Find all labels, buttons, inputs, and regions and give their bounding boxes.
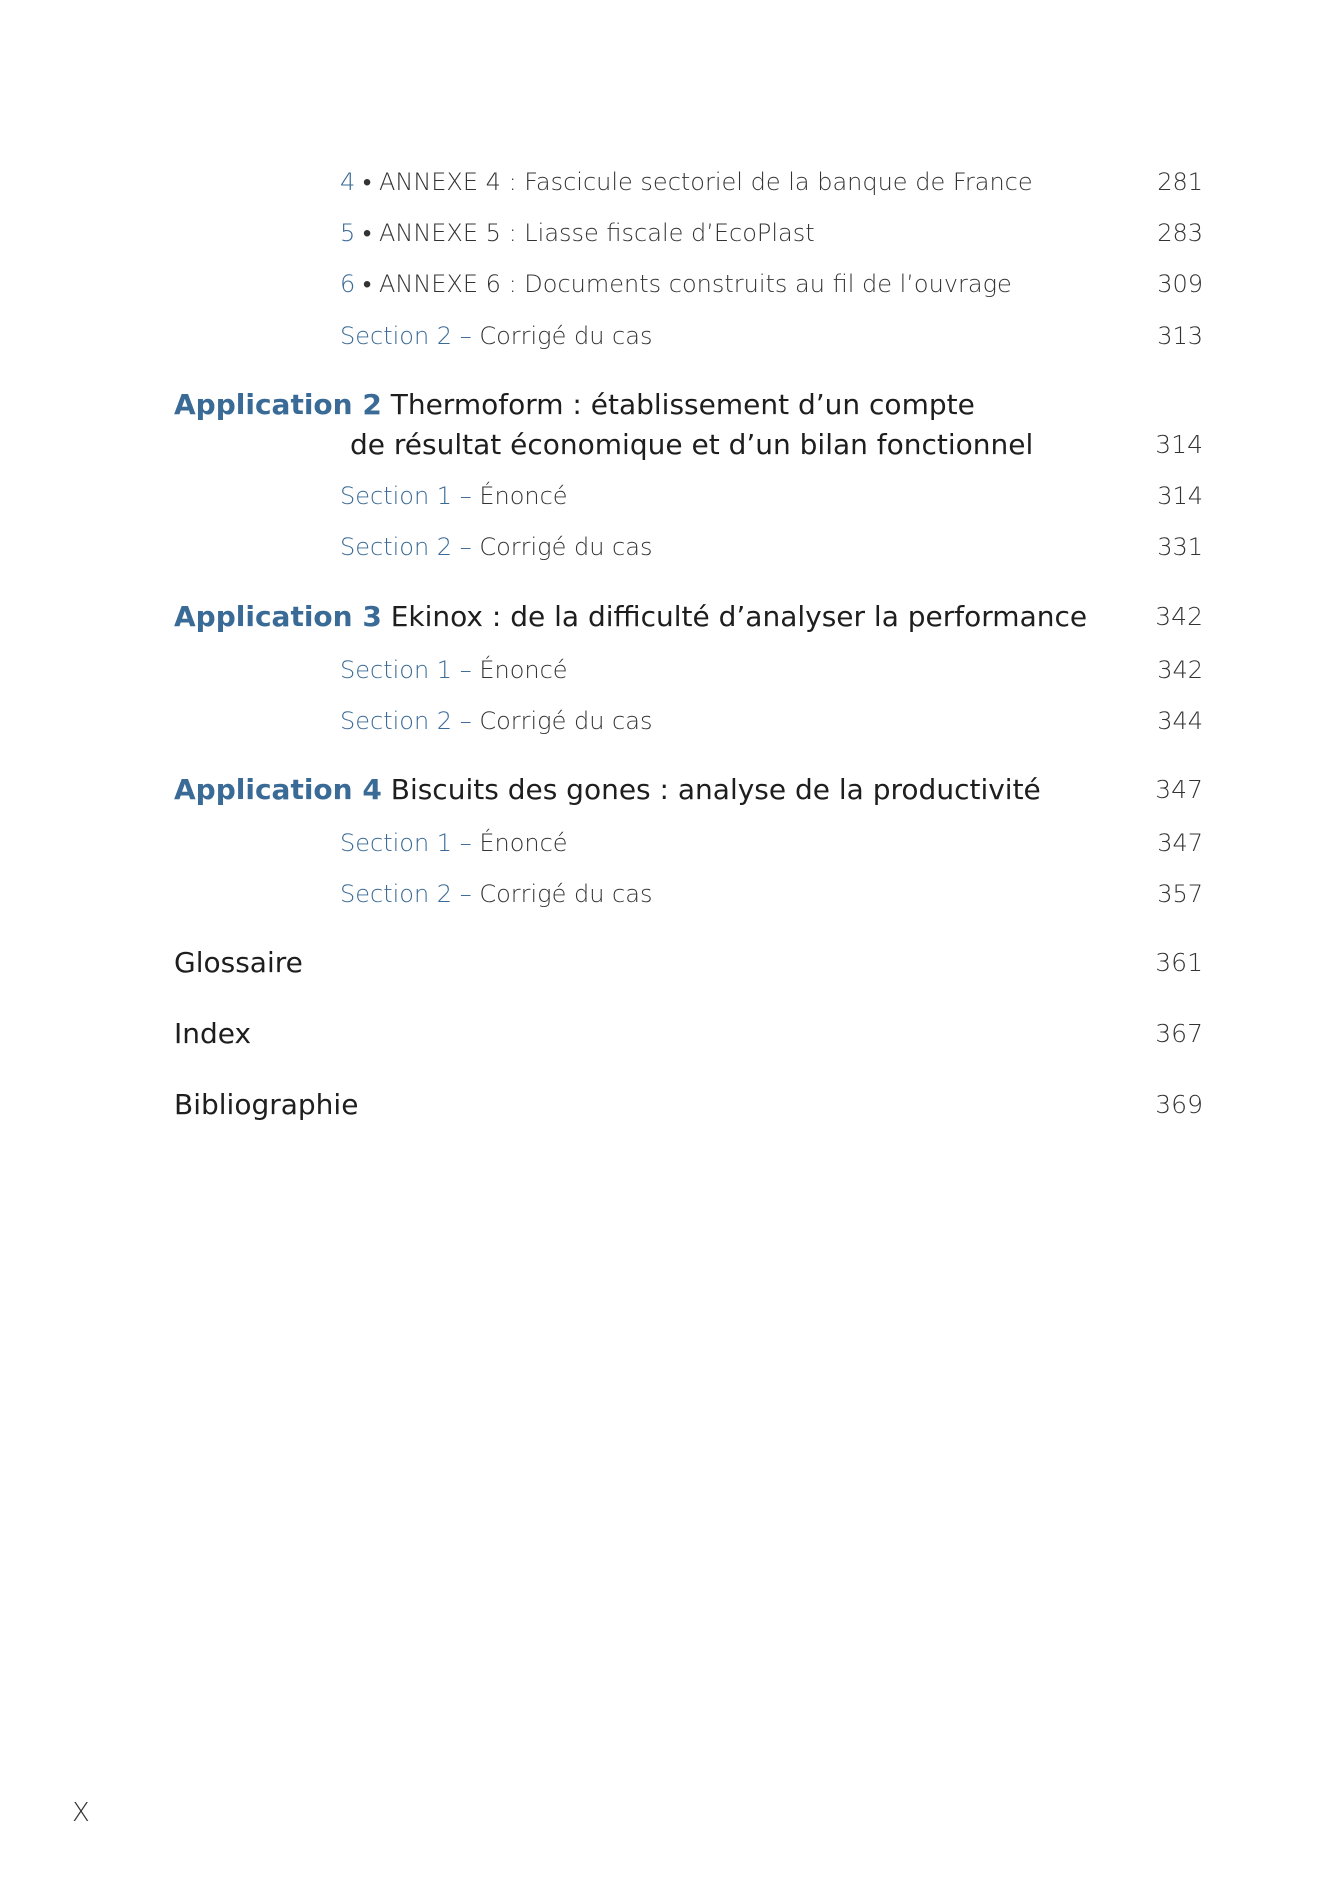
- toc-entry-title: • ANNEXE 6 : Documents construits au fil de l’ouvrage: [355, 270, 1012, 298]
- toc-section-title: Énoncé: [479, 829, 568, 857]
- page-folio: X: [72, 1798, 90, 1828]
- toc-section-prefix: Section 1 –: [340, 656, 480, 684]
- toc-section-label: [340, 878, 652, 910]
- toc-section-label: [340, 827, 568, 859]
- toc-page-number: 313: [1157, 322, 1203, 350]
- toc-section-label: [340, 705, 652, 737]
- toc-section-label: [340, 320, 652, 352]
- toc-section-prefix: Section 1 –: [340, 482, 480, 510]
- toc-application-prefix: Application 3: [174, 600, 382, 633]
- toc-section-title: Corrigé du cas: [479, 880, 653, 908]
- toc-page-number: 281: [1157, 168, 1203, 196]
- toc-section-title: Corrigé du cas: [479, 707, 653, 735]
- toc-page-number: 309: [1157, 270, 1203, 298]
- toc-page-number: 367: [1155, 1019, 1203, 1048]
- toc-page-number: 361: [1155, 948, 1203, 977]
- toc-page-number: 347: [1157, 829, 1203, 857]
- toc-entry-title: Index: [174, 1017, 252, 1050]
- toc-section-prefix: Section 2 –: [340, 707, 480, 735]
- toc-entry-label: [340, 268, 1012, 300]
- toc-page-number: 314: [1157, 482, 1203, 510]
- toc-section-label: [340, 480, 568, 512]
- toc-section-prefix: Section 2 –: [340, 533, 480, 561]
- toc-section-prefix: Section 2 –: [340, 880, 480, 908]
- toc-section-prefix: Section 1 –: [340, 829, 480, 857]
- toc-entry-title: Bibliographie: [174, 1088, 359, 1121]
- toc-page-number: 347: [1155, 775, 1203, 804]
- toc-entry-label: [340, 166, 1033, 198]
- toc-section-label: [340, 654, 568, 686]
- toc-application-heading: [174, 771, 1041, 809]
- toc-application-prefix: Application 4: [174, 773, 382, 806]
- toc-page-number: 369: [1155, 1090, 1203, 1119]
- toc-page-number: 357: [1157, 880, 1203, 908]
- toc-application-title-line2: de résultat économique et d’un bilan fonctionnel: [350, 428, 1034, 461]
- toc-entry-number: 6: [340, 270, 356, 298]
- toc-section-prefix: Section 2 –: [340, 322, 480, 350]
- toc-application-prefix: Application 2: [174, 388, 382, 421]
- toc-application-title: Biscuits des gones : analyse de la productivité: [381, 773, 1041, 806]
- toc-section-title: Énoncé: [479, 656, 568, 684]
- toc-entry-title: Glossaire: [174, 946, 303, 979]
- toc-application-heading: [174, 386, 975, 424]
- toc-page-number: 344: [1157, 707, 1203, 735]
- toc-page-number: 283: [1157, 219, 1203, 247]
- toc-application-title-line1: Thermoform : établissement d’un compte: [381, 388, 975, 421]
- toc-application-title: Ekinox : de la difficulté d’analyser la performance: [381, 600, 1088, 633]
- toc-application-heading: [174, 598, 1087, 636]
- toc-entry-number: 5: [340, 219, 356, 247]
- toc-page-number: 342: [1157, 656, 1203, 684]
- toc-section-title: Corrigé du cas: [479, 322, 653, 350]
- toc-section-title: Énoncé: [479, 482, 568, 510]
- toc-section-label: [340, 531, 652, 563]
- toc-page-number: 314: [1155, 430, 1203, 459]
- toc-section-title: Corrigé du cas: [479, 533, 653, 561]
- toc-page-number: 331: [1157, 533, 1203, 561]
- toc-entry-title: • ANNEXE 5 : Liasse fiscale d’EcoPlast: [355, 219, 815, 247]
- toc-entry-label: [340, 217, 815, 249]
- toc-page-number: 342: [1155, 602, 1203, 631]
- toc-entry-title: • ANNEXE 4 : Fascicule sectoriel de la banque de France: [355, 168, 1033, 196]
- toc-entry-number: 4: [340, 168, 356, 196]
